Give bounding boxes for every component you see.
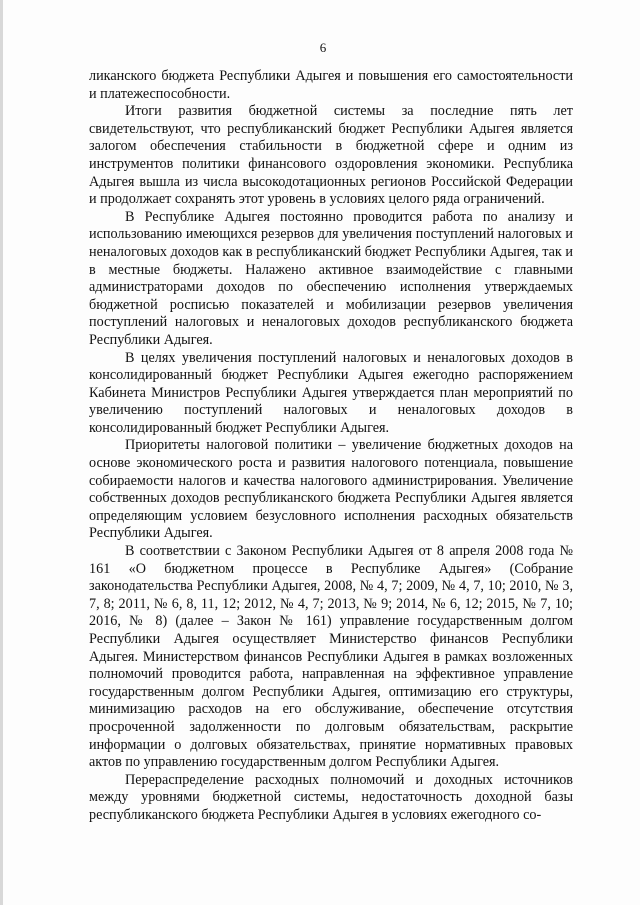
paragraph-2: Итоги развития бюджетной системы за последние пять лет свидетельствуют, что республиканский бюджет Республики Адыгея является залогом обеспечения стабильности в бюджетной сфере и одним из инструментов политики финансового оздоровления экономики. Республика Адыгея вышла из числа высокодотационных регионов Российской Федерации и продолжает сохранять этот уровень в условиях целого ряда ограничений. xyxy=(89,103,573,208)
paragraph-5: Приоритеты налоговой политики – увеличение бюджетных доходов на основе экономического роста и развития налогового потенциала, повышение собираемости налогов и качества налогового администрирования. Увеличение собственных доходов республиканского бюджета Республики Адыгея является определяющим условием безусловного исполнения расходных обязательств Республики Адыгея. xyxy=(89,437,573,542)
page-number: 6 xyxy=(319,40,327,55)
paragraph-1: ликанского бюджета Республики Адыгея и повышения его самостоятельности и платежеспособности. xyxy=(89,68,573,102)
paragraph-6: В соответствии с Законом Республики Адыгея от 8 апреля 2008 года № 161 «О бюджетном процессе в Республике Адыгея» (Собрание законодательства Республики Адыгея, 2008, № 4, 7; 2009, № 4, 7, 10; 2010, № 3, 7, 8; 2011, № 6, 8, 11, 12; 2012, № 4, 7; 2013, № 9; 2014, № 6, 12; 2015, № 7, 10; 2016, № 8) (далее – Закон № 161) управление государственным долгом Республики Адыгея осуществляет Министерство финансов Республики Адыгея. Министерством финансов Республики Адыгея в рамках возложенных полномочий проводится работа, направленная на эффективное управление государственным долгом Республики Адыгея, оптимизацию его структуры, минимизацию расходов на его обслуживание, обеспечение отсутствия просроченной задолженности по долговым обязательствам, раскрытие информации о долговых обязательствах, принятие нормативных правовых актов по управлению государственным долгом Республики Адыгея. xyxy=(89,543,573,771)
paragraph-4: В целях увеличения поступлений налоговых и неналоговых доходов в консолидированный бюджет Республики Адыгея ежегодно распоряжением Кабинета Министров Республики Адыгея утверждается план мероприятий по увеличению поступлений налоговых и неналоговых доходов в консолидированный бюджет Республики Адыгея. xyxy=(89,349,573,436)
paragraph-7: Перераспределение расходных полномочий и доходных источников между уровнями бюджетной системы, недостаточность доходной базы республиканского бюджета Республики Адыгея в условиях ежегодного со- xyxy=(89,771,573,823)
document-body xyxy=(89,68,573,825)
paragraph-3: В Республике Адыгея постоянно проводится работа по анализу и использованию имеющихся резервов для увеличения поступлений налоговых и неналоговых доходов как в республиканский бюджет Республики Адыгея, так и в местные бюджеты. Налажено активное взаимодействие с главными администраторами доходов по обеспечению исполнения утверждаемых бюджетной росписью показателей и мобилизации резервов увеличения поступлений налоговых и неналоговых доходов республиканского бюджета Республики Адыгея. xyxy=(89,208,573,348)
